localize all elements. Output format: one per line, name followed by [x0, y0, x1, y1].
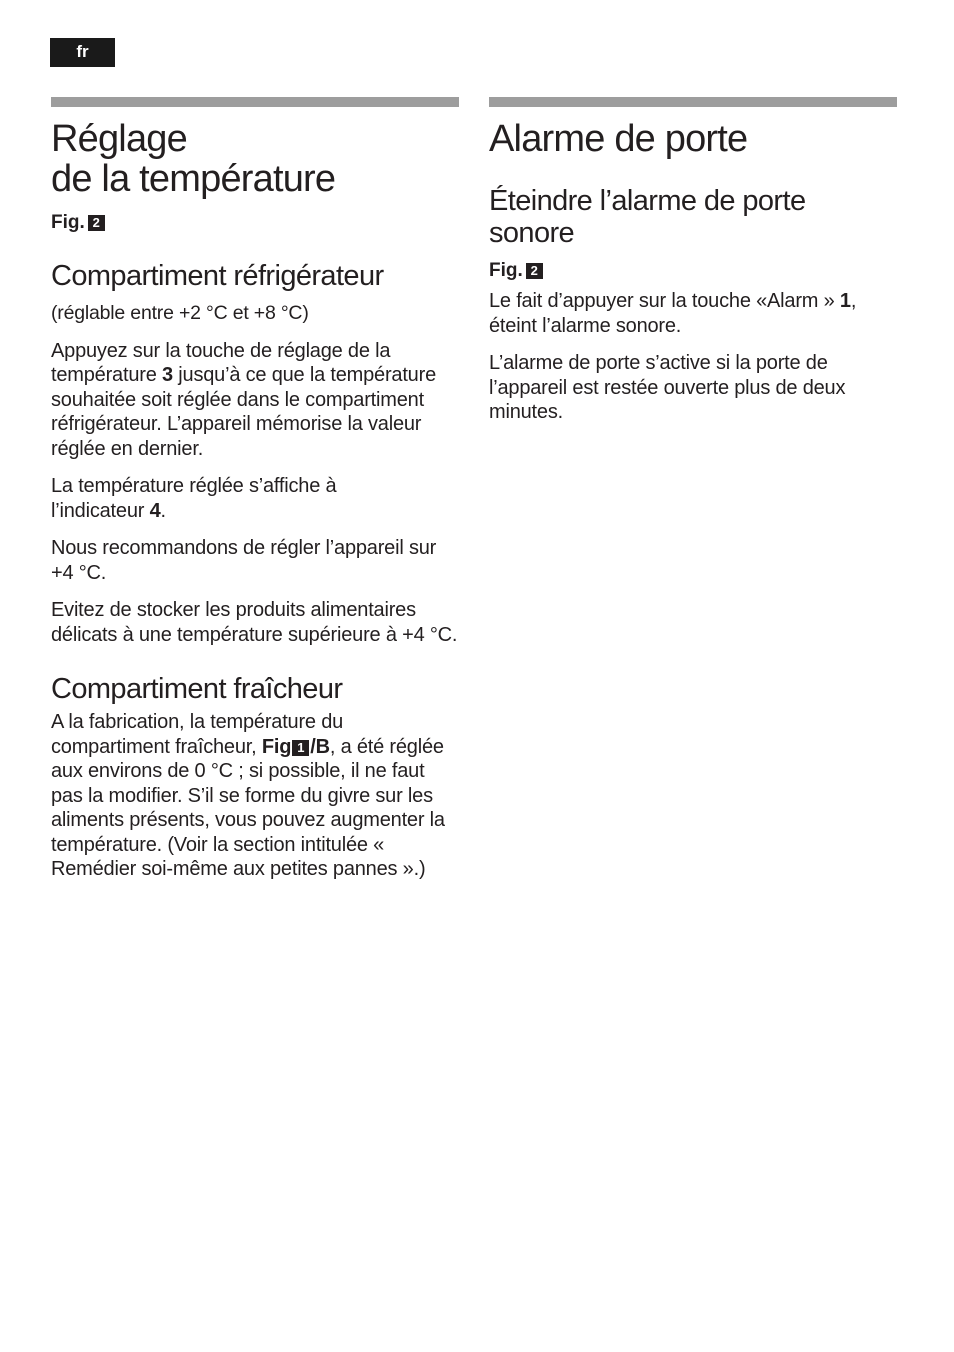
figure-number-box: 2: [526, 263, 543, 279]
figure-reference: Fig. 2: [489, 259, 897, 283]
title-line-1: Réglage: [51, 118, 187, 160]
section-title-temperature: [51, 119, 459, 199]
heading-compartiment-refrigerateur: Compartiment réfrigérateur: [51, 260, 384, 292]
paragraph-alarm-button: Le fait d’appuyer sur la touche «Alarm » 1, éteint l’alarme sonore.: [489, 290, 857, 337]
section-rule: [51, 97, 459, 107]
title-line-2: de la température: [51, 158, 336, 200]
item-number: 3: [162, 364, 173, 386]
figure-reference: Fig. 2: [51, 211, 459, 235]
figure-number-box: 2: [88, 215, 105, 231]
heading-compartiment-fraicheur: Compartiment fraîcheur: [51, 673, 343, 705]
figure-number-box: 1: [292, 740, 309, 756]
paragraph-recommend: Nous recommandons de régler l’appareil sur +4 °C.: [51, 537, 437, 584]
paragraph-fraicheur: A la fabrication, la température du compartiment fraîcheur, Fig 1 /B, a été réglée aux environs de 0 °C ; si possible, il ne faut pas la modifier. S’il se forme du givre sur les aliments présents, vous pouvez augmenter la température. (Voir la section intitulée « Remédier soi-même aux petites pannes ».): [51, 711, 445, 880]
paragraph-alarm-activation: L’alarme de porte s’active si la porte de l’appareil est restée ouverte plus de deux minutes.: [489, 352, 846, 423]
paragraph-indicator: La température réglée s’affiche à l’indicateur 4.: [51, 475, 337, 522]
paragraph-storage-warning: Evitez de stocker les produits alimentaires délicats à une température supérieure à +4 °C.: [51, 599, 458, 646]
section-rule: [489, 97, 897, 107]
range-note: (réglable entre +2 °C et +8 °C): [51, 302, 309, 324]
right-column: [489, 97, 897, 425]
subheading-turn-off-alarm: Éteindre l’alarme de porte sonore: [489, 185, 806, 249]
item-number: 4: [149, 499, 161, 522]
section-title-alarm: Alarme de porte: [489, 118, 748, 160]
left-column: [51, 97, 459, 882]
paragraph-adjust: Appuyez sur la touche de réglage de la température 3 jusqu’à ce que la température souhaitée soit réglée dans le compartiment réfrigérateur. L’appareil mémorise la valeur réglée en dernier.: [51, 339, 436, 460]
language-tab: fr: [50, 38, 115, 67]
item-number: 1: [839, 290, 851, 312]
